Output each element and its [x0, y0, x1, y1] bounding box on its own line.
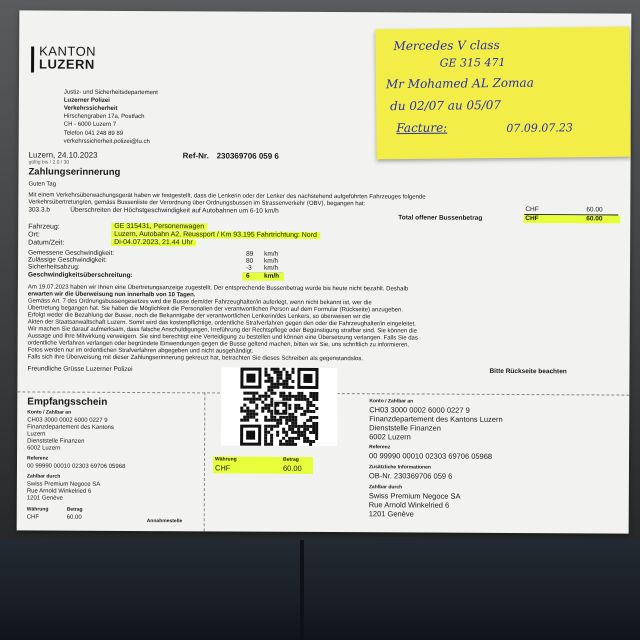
note-line-4: du 02/07 au 05/07 — [390, 98, 502, 114]
perforation-vertical — [204, 392, 206, 531]
phone: Telefon 041 248 89 89 — [63, 130, 124, 137]
qr-module — [291, 380, 294, 383]
note-line-5: Facture: — [396, 120, 448, 136]
body-line-2: erwarten wir die Überweisung nun innerhalb von 10 Tagen. — [27, 291, 196, 299]
speed-allowed-value: 80 — [246, 257, 254, 265]
body-line-10: Fotos werden nur im ordentlichen Strafverfahren abgegeben und nicht ausgehändigt. — [27, 347, 254, 355]
intro-line-1: Mit einem Verkehrsüberwachungsgerät haben wir festgestellt, dass die Lenkerin oder der Lenker des nachstehend aufgeführten Fahrzeuges folgende — [28, 192, 426, 201]
datetime-value: Di-04.07.2023, 21.44 Uhr — [111, 239, 196, 247]
qr-module — [255, 419, 258, 422]
email: verkehrssicherheit.polizei@lu.ch — [63, 138, 150, 146]
body-line-1: Am 19.07.2023 haben wir Ihnen eine Übertretungsanzeige zugestellt. Der entsprechende Bussenbetrag wurde bis heute nicht bezahlt. Deshalb — [27, 284, 409, 293]
qr-finder — [246, 374, 255, 383]
payment-payer-1: Swiss Premium Negoce SA — [368, 491, 461, 501]
speed-allowed-unit: km/h — [264, 257, 279, 265]
qr-finder — [246, 431, 255, 440]
payment-account: CH03 3000 0002 6000 0227 9 — [369, 405, 470, 415]
speed-measured-value: 89 — [246, 250, 254, 258]
receipt-reference: 00 99990 00010 02303 69706 05968 — [26, 463, 126, 470]
excess-value: 6 — [245, 272, 250, 280]
qr-module — [315, 398, 318, 401]
qr-finder — [303, 374, 312, 383]
logo-bar — [31, 46, 34, 72]
offense-amount: 60.00 — [586, 206, 603, 214]
valid-note: gültig bis / 2.0 / 30 — [28, 159, 70, 166]
receipt-amount-label: Betrag — [66, 506, 83, 513]
receipt-acceptance: Annahmestelle — [146, 518, 183, 525]
receipt-payee-4: 6002 Luzern — [27, 445, 61, 452]
office1: Luzerner Polizei — [63, 97, 110, 104]
vehicle-label: Fahrzeug: — [28, 223, 60, 231]
offense-currency: CHF — [525, 206, 539, 214]
ref-label: Ref-Nr. — [182, 151, 209, 161]
qr-module — [270, 428, 273, 431]
offense-code: 303.3.b — [28, 206, 51, 214]
payment-currency-label: Währung — [215, 456, 237, 463]
qr-module — [279, 422, 282, 425]
receipt-payer-label: Zahlbar durch — [26, 473, 61, 480]
jeans-background — [0, 540, 640, 640]
speed-margin-label: Sicherheitsabzug: — [28, 263, 80, 271]
body-line-4: Übertretung begangen hat. Sie haben die Möglichkeit die Personalien der verantwortlichen Person auf dem Formular (Rückseite) anzugeben. — [27, 305, 404, 314]
body-line-6: Akten der Staatsanwaltschaft Luzern. Somit wird das kostenpflichtige, ordentliche Strafverfahren gegen den oder die Fahrzeughalter/in eingeleitet. — [27, 319, 416, 328]
payment-reference: 00 99990 00010 02303 69706 05968 — [369, 451, 493, 461]
qr-module — [291, 386, 294, 389]
logo-luzern: LUZERN — [39, 56, 95, 72]
receipt-currency: CHF — [26, 514, 40, 521]
qr-module — [246, 419, 249, 422]
receipt-title: Empfangsschein — [27, 396, 108, 408]
speed-measured-unit: km/h — [264, 250, 279, 258]
qr-module — [288, 398, 291, 401]
total-label: Total offener Bussenbetrag — [398, 214, 483, 222]
receipt-account: CH03 3000 0002 6000 0227 9 — [27, 417, 108, 424]
dept: Justiz- und Sicherheitsdepartement — [63, 89, 159, 97]
qr-code — [221, 367, 337, 446]
receipt-payer-2: Rue Arnold Winkelried 6 — [26, 488, 92, 495]
place-value: Luzern, Autobahn A2, Reussport / Km 93.195 Fahrtrichtung: Nord — [111, 231, 320, 239]
receipt-payer-3: 1201 Genève — [26, 495, 63, 502]
datetime-label: Datum/Zeit: — [28, 239, 65, 247]
qr-module — [303, 413, 306, 416]
receipt-amount: 60.00 — [66, 514, 82, 521]
qr-module — [294, 410, 297, 413]
payment-amount-label: Betrag — [283, 456, 299, 463]
qr-module — [288, 407, 291, 410]
qr-module — [315, 437, 318, 440]
rueckseite-note: Bitte Rückseite beachten — [489, 367, 567, 376]
speed-measured-label: Gemessene Geschwindigkeit: — [28, 249, 115, 257]
speed-allowed-label: Zulässige Geschwindigkeit: — [28, 256, 107, 264]
qr-module — [312, 410, 315, 413]
receipt-currency-label: Währung — [26, 506, 49, 513]
letter-title: Zahlungserinnerung — [28, 166, 121, 178]
body-line-9: ordentliche Verfahren verlangen oder begründete Einwendungen gegen die Busse geltend machen, bitten wir Sie, uns schriftlich zu informieren. — [27, 340, 410, 349]
qr-module — [255, 413, 258, 416]
qr-module — [261, 410, 264, 413]
qr-module — [276, 386, 279, 389]
qr-module — [309, 443, 312, 446]
body-line-3: Gemäss Art. 7 des Ordnungsbussengesetzes wird die Busse dem/der Fahrzeughalter/in auferlegt, wenn nicht bekannt ist, wer die — [27, 298, 372, 307]
total-amount: 60.00 — [586, 215, 603, 223]
note-line-1: Mercedes V class — [393, 38, 500, 54]
note-line-3: Mr Mohamed AL Zomaa — [385, 75, 534, 92]
speed-margin-unit: km/h — [264, 264, 279, 272]
street: Hirschengraben 17a, Postfach — [63, 113, 145, 121]
payment-additional-label: Zusätzliche Informationen — [368, 464, 431, 471]
qr-module — [276, 434, 279, 437]
receipt-payee-3: Dienststelle Finanzen — [27, 438, 85, 445]
place-label: Ort: — [28, 231, 40, 239]
note-line-2: GE 315 471 — [439, 55, 506, 70]
payment-payer-3: 1201 Genève — [368, 509, 414, 519]
offense-text: Überschreiten der Höchstgeschwindigkeit auf Autobahnen um 6-10 km/h — [70, 206, 279, 215]
intro-line-2: Verkehrsübertretung/en, gemäss Bussenliste der Verordnung über Ordnungsbussen im Strassenverkehr (OBV), begangen hat: — [28, 199, 366, 208]
qr-module — [270, 443, 273, 446]
payment-payee-3: 6002 Luzern — [369, 432, 411, 442]
receipt-payee-1: Finanzdepartement des Kantons — [27, 424, 114, 431]
total-currency: CHF — [525, 215, 539, 223]
greeting: Guten Tag — [28, 181, 57, 188]
body-line-5: Erfolgt weder die Bezahlung der Busse, noch die Bekanntgabe der verantwortlichen Lenkerin/des Lenkers, so überweisen wir die — [27, 312, 371, 321]
excess-unit: km/h — [263, 272, 280, 280]
speed-margin-value: -3 — [246, 264, 252, 272]
receipt-payee-2: Luzern — [27, 431, 46, 438]
qr-module — [315, 416, 318, 419]
body-line-8: Aussage und Ihre Mitwirkung verweigern. Sie sind berechtigt eine Verteidigung zu bestellen und können eine Übersetzung verlangen. Falls Sie das — [27, 333, 418, 342]
qr-module — [264, 398, 267, 401]
receipt-reference-label: Referenz — [27, 455, 49, 462]
body-line-11: Falls sich Ihre Überweisung mit dieser Zahlungserinnerung gekreuzt hat, betrachten Sie dieses Schreiben als gegenstandslos. — [27, 354, 364, 363]
receipt-account-label: Konto / Zahlbar an — [27, 409, 72, 416]
payment-payer-2: Rue Arnold Winkelried 6 — [368, 500, 450, 510]
qr-module — [294, 443, 297, 446]
qr-module — [291, 371, 294, 374]
payment-payee-1: Finanzdepartement des Kantons Luzern — [369, 414, 503, 424]
qr-module — [315, 407, 318, 410]
qr-module — [297, 437, 300, 440]
place-date: Luzern, 24.10.2023 — [28, 150, 98, 160]
payment-payee-2: Dienststelle Finanzen — [369, 423, 441, 433]
payment-payer-label: Zahlbar durch — [368, 484, 403, 491]
payment-additional: OB-Nr. 230369706 059 6 — [368, 471, 453, 481]
sticky-note — [375, 27, 630, 160]
payment-reference-label: Referenz — [369, 444, 391, 451]
office2: Verkehrssicherheit — [63, 105, 118, 112]
payment-account-label: Konto / Zahlbar an — [369, 398, 414, 405]
logo-kanton: KANTON — [39, 43, 97, 59]
ref-value: 230369706 059 6 — [216, 151, 279, 161]
excess-label: Geschwindigkeitsüberschreitung: — [27, 271, 133, 279]
qr-module — [255, 407, 258, 410]
receipt-payer-1: Swiss Premium Negoce SA — [26, 481, 101, 488]
closing: Freundliche Grüsse Luzerner Polizei — [27, 365, 133, 373]
body-line-7: Wir machen Sie darauf aufmerksam, dass falsche Anschuldigungen, Irreführung der Rechtspflege oder Begünstigung strafbar sind. Sie können die — [27, 326, 417, 335]
qr-module — [273, 392, 276, 395]
vehicle-value: GE 315431, Personenwagen — [111, 223, 207, 231]
payment-currency: CHF — [214, 463, 231, 473]
city: CH - 6000 Luzern 7 — [63, 121, 117, 128]
qr-module — [312, 440, 315, 443]
note-line-5-value: 07.09.07.23 — [506, 121, 573, 135]
swiss-cross-icon — [273, 401, 288, 416]
payment-amount: 60.00 — [282, 463, 302, 473]
qr-module — [276, 425, 279, 428]
